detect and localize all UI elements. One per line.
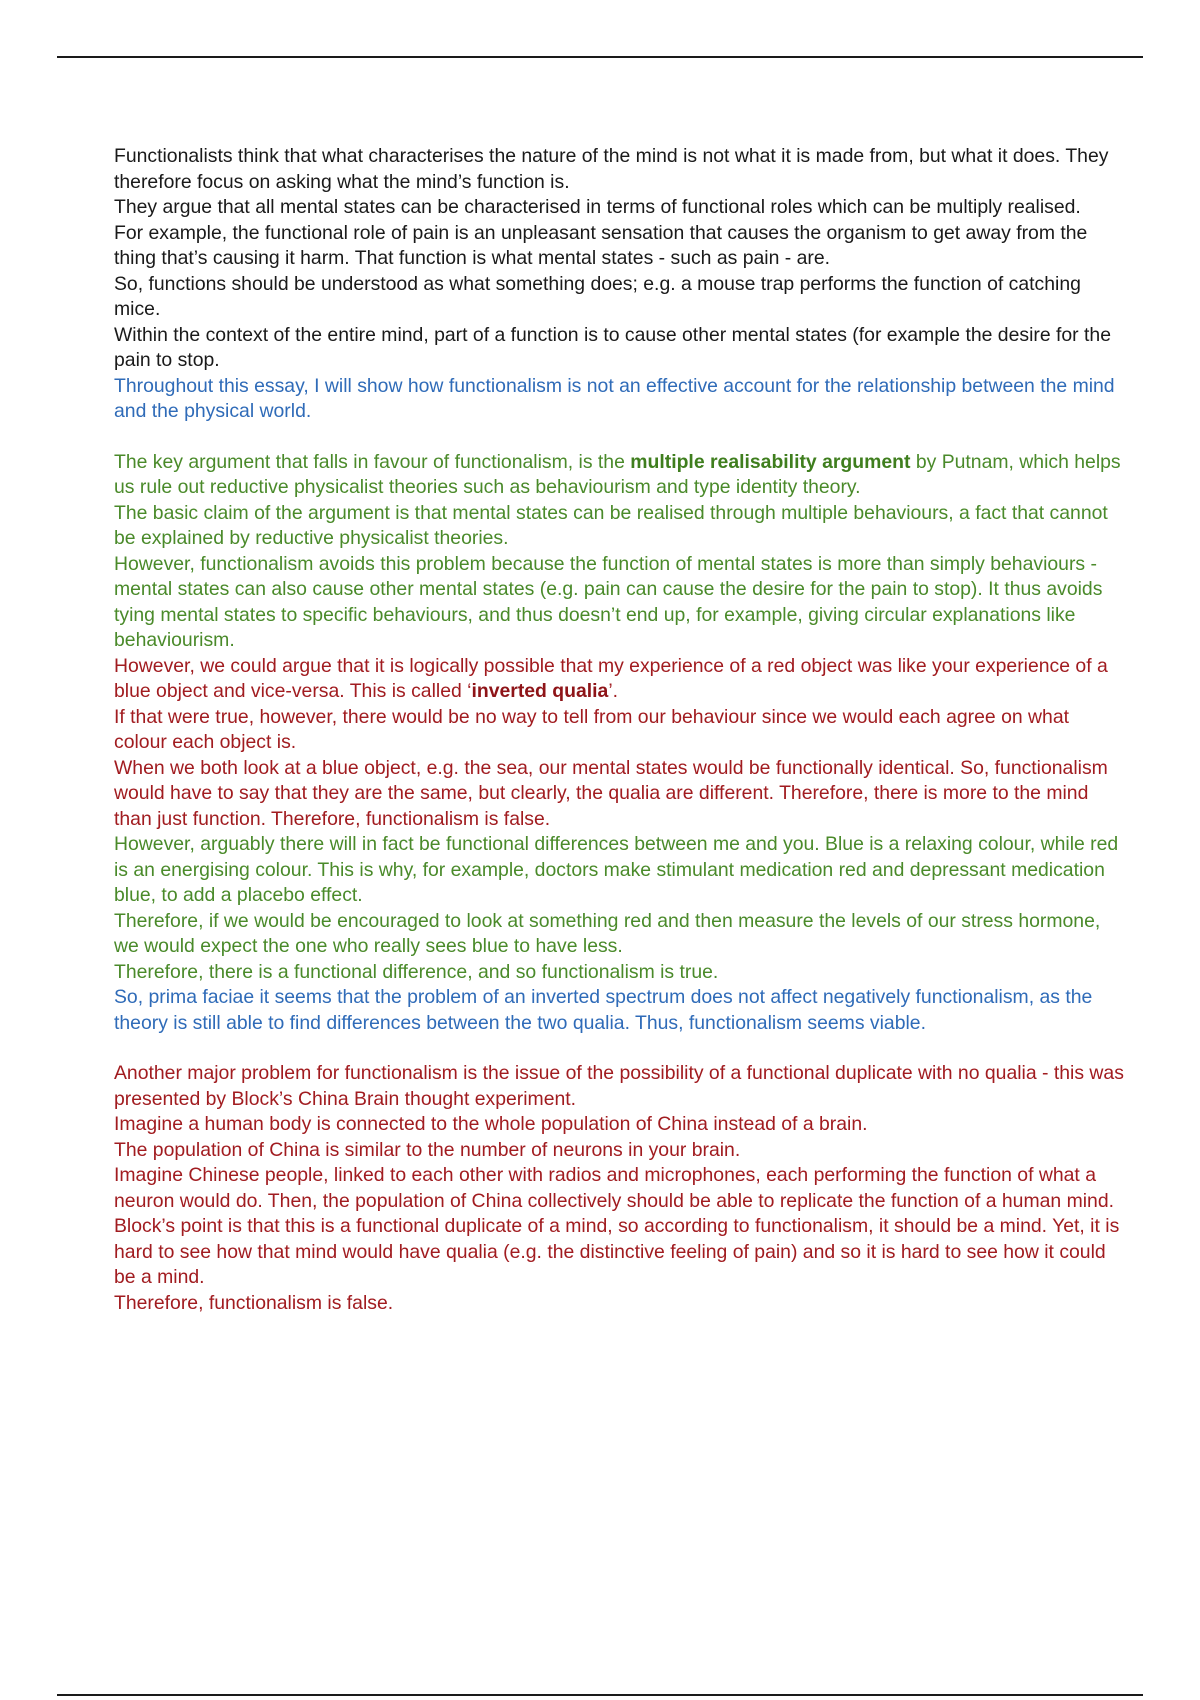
paragraph: If that were true, however, there would be no way to tell from our behaviour since we would each agree on what colour each object is. (114, 705, 1069, 753)
key-term: multiple realisability argument (630, 450, 911, 473)
paragraph-gap (114, 1036, 1124, 1061)
paragraph (114, 450, 1124, 501)
paragraph: However, functionalism avoids this problem because the function of mental states is more than simply behaviours - mental states can also cause other mental states (e.g. pain can cause the desire for the pain to stop). It thus avoids tying mental states to specific behaviours, and thus doesn’t end up, for example, giving circular explanations like behaviourism. (114, 552, 1103, 651)
paragraph: Imagine a human body is connected to the whole population of China instead of a brain. (114, 1113, 868, 1135)
paragraph: Therefore, functionalism is false. (114, 1291, 394, 1314)
paragraph: So, functions should be understood as what something does; e.g. a mouse trap performs the function of catching mice. (114, 272, 1081, 320)
bottom-rule (57, 1694, 1143, 1696)
top-rule (57, 56, 1143, 58)
paragraph-text: ’. (608, 680, 619, 702)
paragraph: Functionalists think that what characterises the nature of the mind is not what it is made from, but what it does. They therefore focus on asking what the mind’s function is. (114, 145, 1109, 193)
paragraph: Within the context of the entire mind, part of a function is to cause other mental states (for example the desire for the pain to stop. (114, 323, 1111, 371)
paragraph: So, prima faciae it seems that the problem of an inverted spectrum does not affect negatively functionalism, as the theory is still able to find differences between the two qualia. Thus, functionalism seems viable. (114, 986, 1093, 1034)
paragraph: For example, the functional role of pain is an unpleasant sensation that causes the organism to get away from the thing that’s causing it harm. That function is what mental states - such as pain - are. (114, 221, 1088, 269)
paragraph (114, 654, 1124, 705)
paragraph: Throughout this essay, I will show how functionalism is not an effective account for the relationship between the mind and the physical world. (114, 374, 1115, 422)
paragraph-gap (114, 425, 1124, 450)
key-term: inverted qualia (471, 680, 609, 702)
paragraph: Another major problem for functionalism is the issue of the possibility of a functional duplicate with no qualia - this was presented by Block’s China Brain thought experiment. (114, 1062, 1124, 1110)
paragraph: They argue that all mental states can be characterised in terms of functional roles which can be multiply realised. (114, 196, 1081, 218)
paragraph-text: by Putnam, which helps us rule out reductive physicalist theories such as behaviourism and type identity theory. (114, 450, 1121, 498)
document-body (114, 144, 1124, 1316)
paragraph: When we both look at a blue object, e.g. the sea, our mental states would be functionally identical. So, functionalism would have to say that they are the same, but clearly, the qualia are different. Therefore, there is more to the mind than just function. Therefore, functionalism is false. (114, 756, 1108, 830)
paragraph: However, arguably there will in fact be functional differences between me and you. Blue is a relaxing colour, while red is an energising colour. This is why, for example, doctors make stimulant medication red and depressant medication blue, to add a placebo effect. (114, 833, 1119, 906)
paragraph-text: The key argument that falls in favour of functionalism, is the (114, 450, 631, 473)
paragraph-text: However, we could argue that it is logically possible that my experience of a red object was like your experience of a blue object and vice-versa. This is called ‘ (114, 654, 1108, 702)
paragraph: Therefore, there is a functional difference, and so functionalism is true. (114, 960, 719, 983)
paragraph: The population of China is similar to the number of neurons in your brain. (114, 1138, 741, 1161)
paragraph: Therefore, if we would be encouraged to look at something red and then measure the levels of our stress hormone, we would expect the one who really sees blue to have less. (114, 909, 1101, 957)
paragraph: The basic claim of the argument is that mental states can be realised through multiple behaviours, a fact that cannot be explained by reductive physicalist theories. (114, 501, 1108, 549)
paragraph: Imagine Chinese people, linked to each other with radios and microphones, each performing the function of what a neuron would do. Then, the population of China collectively should be able to replicate the function of a human mind. (114, 1164, 1114, 1212)
paragraph: Block’s point is that this is a functional duplicate of a mind, so according to functionalism, it should be a mind. Yet, it is hard to see how that mind would have qualia (e.g. the distinctive feeling of pain) and so it is hard to see how it could be a mind. (114, 1215, 1120, 1288)
